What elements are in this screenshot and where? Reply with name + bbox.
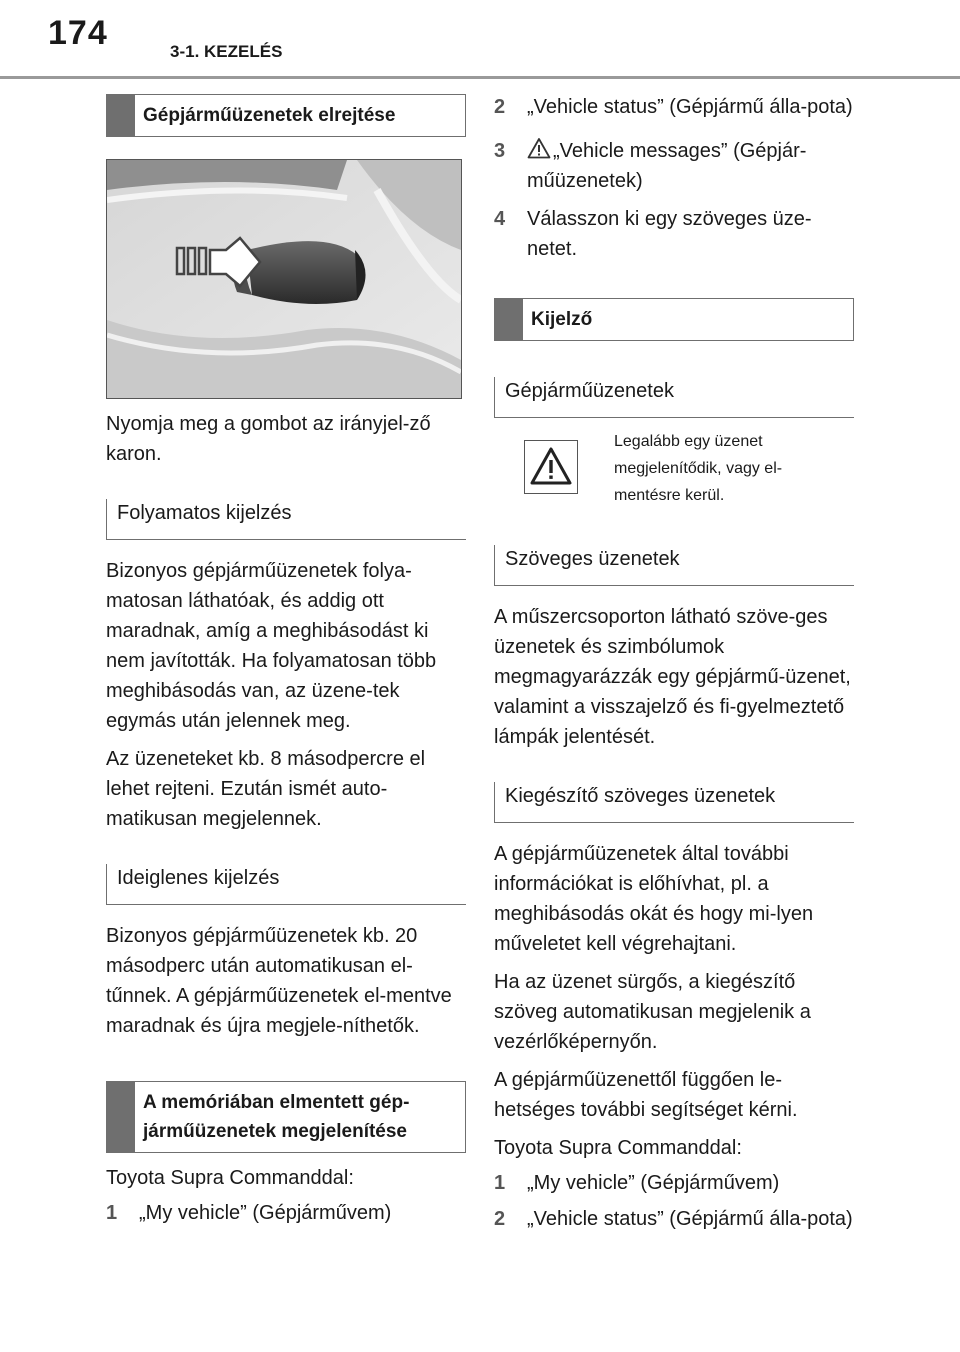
step-item <box>494 204 854 264</box>
chapter-title: 3-1. KEZELÉS <box>170 42 283 61</box>
step-number: 2 <box>494 1208 506 1230</box>
step-number: 4 <box>494 208 506 230</box>
section-heading-stored-messages <box>106 1081 466 1153</box>
header-rule <box>0 76 960 79</box>
paragraph-text-messages: A műszercsoporton látható szöve-ges üzenetek és szimbólumok megmagyarázzák egy gépjármű-üzenet, valamint a visszajelző és fi-gyelmeztető lámpák jelentését. <box>494 606 851 748</box>
subheading-vehicle-messages: Gépjárműüzenetek <box>494 377 854 418</box>
step-number: 2 <box>494 96 506 118</box>
section-heading-hide-messages <box>106 94 466 137</box>
paragraph-continuous: Bizonyos gépjárműüzenetek folya-matosan láthatóak, és addig ott maradnak, amíg a meghibásodást ki nem javították. Ha folyamatosan több meghibásodás van, az üzene-tek egymás után jelennek meg. <box>106 560 437 732</box>
step-number: 1 <box>494 1172 506 1194</box>
left-column <box>106 94 466 1228</box>
step-number: 1 <box>106 1202 118 1224</box>
paragraph-command-intro: Toyota Supra Commanddal: <box>106 1167 354 1189</box>
image-caption: Nyomja meg a gombot az irányjel-ző karon. <box>106 413 431 465</box>
right-column <box>494 92 854 1234</box>
section-heading-text: Gépjárműüzenetek elrejtése <box>143 105 396 126</box>
paragraph-hide-duration: Az üzeneteket kb. 8 másodpercre el lehet rejteni. Ezután ismét auto-matikusan megjelennek. <box>106 748 426 830</box>
warning-triangle-icon <box>525 441 577 493</box>
warning-symbol-box <box>524 440 578 494</box>
turn-signal-lever-photo <box>106 159 462 399</box>
step-text: „My vehicle” (Gépjárművem) <box>527 1172 780 1194</box>
paragraph-urgent: Ha az üzenet sürgős, a kiegészítő szöveg automatikusan megjelenik a vezérlőképernyőn. <box>494 971 811 1053</box>
step-text: „Vehicle messages” (Gépjár-műüzenetek) <box>527 140 807 192</box>
subheading-temporary-display: Ideiglenes kijelzés <box>106 864 466 905</box>
warning-legend-text: Legalább egy üzenet megjelenítődik, vagy el-mentésre kerül. <box>614 433 783 504</box>
warning-triangle-icon <box>527 137 551 159</box>
step-text: „Vehicle status” (Gépjármű álla-pota) <box>527 96 853 118</box>
warning-legend-row <box>494 433 854 509</box>
step-item <box>494 1204 854 1234</box>
subheading-continuous-display: Folyamatos kijelzés <box>106 499 466 540</box>
section-heading-text: A memóriában elmentett gép-járműüzenetek megjelenítése <box>143 1092 410 1142</box>
paragraph-supplementary: A gépjárműüzenetek által további információkat is előhívhat, pl. a meghibásodás okát és hogy mi-lyen műveletet kell végrehajtani. <box>494 843 814 955</box>
step-item <box>494 136 854 196</box>
step-item <box>494 92 854 122</box>
step-number: 3 <box>494 140 506 162</box>
paragraph-temporary: Bizonyos gépjárműüzenetek kb. 20 másodperc után automatikusan el-tűnnek. A gépjárműüzenetek el-mentve maradnak és újra megjele-níthetők. <box>106 925 452 1037</box>
page-number: 174 <box>48 14 108 52</box>
step-item <box>106 1198 466 1228</box>
subheading-text-messages: Szöveges üzenetek <box>494 545 854 586</box>
step-item <box>494 1168 854 1198</box>
paragraph-further-help: A gépjárműüzenettől függően le-hetséges további segítséget kérni. <box>494 1069 798 1121</box>
step-text: „Vehicle status” (Gépjármű álla-pota) <box>527 1208 853 1230</box>
step-text-with-icon <box>527 136 854 196</box>
paragraph-command-intro: Toyota Supra Commanddal: <box>494 1137 742 1159</box>
step-text: Válasszon ki egy szöveges üze-netet. <box>527 208 812 260</box>
section-heading-display <box>494 298 854 341</box>
subheading-supplementary-messages: Kiegészítő szöveges üzenetek <box>494 782 854 823</box>
step-text: „My vehicle” (Gépjárművem) <box>139 1202 392 1224</box>
section-heading-text: Kijelző <box>531 309 593 330</box>
